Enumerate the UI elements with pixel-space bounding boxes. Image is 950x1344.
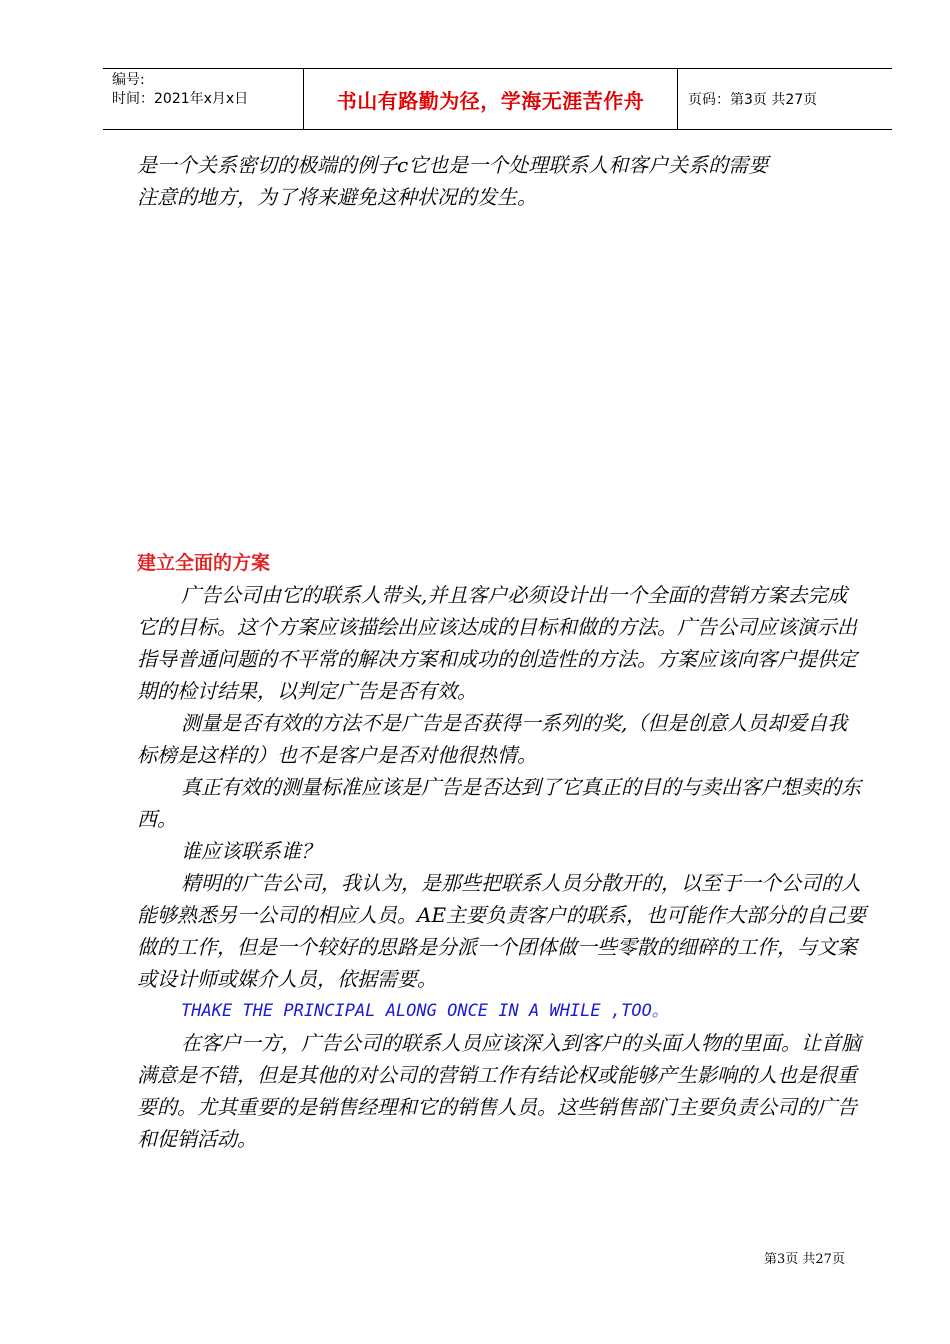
header-page-code-cell	[678, 69, 892, 129]
body-paragraph: 测量是否有效的方法不是广告是否获得一系列的奖,（但是创意人员却爱自我标榜是这样的）也不是客户是否对他很热情。	[137, 711, 848, 767]
document-time-label: 时间：2021年x月x日	[112, 91, 249, 107]
body-paragraph: 广告公司由它的联系人带头,并且客户必须设计出一个全面的营销方案去完成它的目标。这个方案应该描绘出应该达成的目标和做的方法。广告公司应该演示出指导普通问题的不平常的解决方案和成功的创造性的方法。方案应该向客户提供定期的检讨结果，以判定广告是否有效。	[137, 583, 857, 703]
header-motto-cell	[303, 69, 678, 129]
header-meta	[103, 69, 303, 129]
english-line: THAKE THE PRINCIPAL ALONG ONCE IN A WHILE ,TOO。	[181, 1001, 669, 1021]
intro-line: 是一个关系密切的极端的例子c它也是一个处理联系人和客户关系的需要	[137, 153, 769, 177]
header-page-code: 页码：第3页 共27页	[688, 92, 818, 108]
section-body	[137, 547, 867, 1155]
body-paragraph: 真正有效的测量标准应该是广告是否达到了它真正的目的与卖出客户想卖的东西。	[137, 775, 861, 831]
section-heading: 建立全面的方案	[137, 552, 271, 574]
intro-text	[137, 149, 867, 213]
page-header	[103, 68, 892, 130]
body-paragraph: 在客户一方，广告公司的联系人员应该深入到客户的头面人物的里面。让首脑满意是不错，但是其他的对公司的营销工作有结论权或能够产生影响的人也是很重要的。尤其重要的是销售经理和它的销售人员。这些销售部门主要负责公司的广告和促销活动。	[137, 1031, 861, 1151]
subheading-question: 谁应该联系谁？	[181, 839, 321, 863]
intro-line: 注意的地方，为了将来避免这种状况的发生。	[137, 185, 537, 209]
document-number-label: 编号:	[112, 72, 145, 88]
header-motto: 书山有路勤为径，学海无涯苦作舟	[336, 88, 645, 113]
page-footer: 第3页 共27页	[764, 1252, 845, 1267]
body-paragraph: 精明的广告公司，我认为，是那些把联系人员分散开的，以至于一个公司的人能够熟悉另一公司的相应人员。AE主要负责客户的联系，也可能作大部分的自己要做的工作，但是一个较好的思路是分派一个团体做一些零散的细碎的工作，与文案或设计师或媒介人员，依据需要。	[137, 871, 867, 991]
